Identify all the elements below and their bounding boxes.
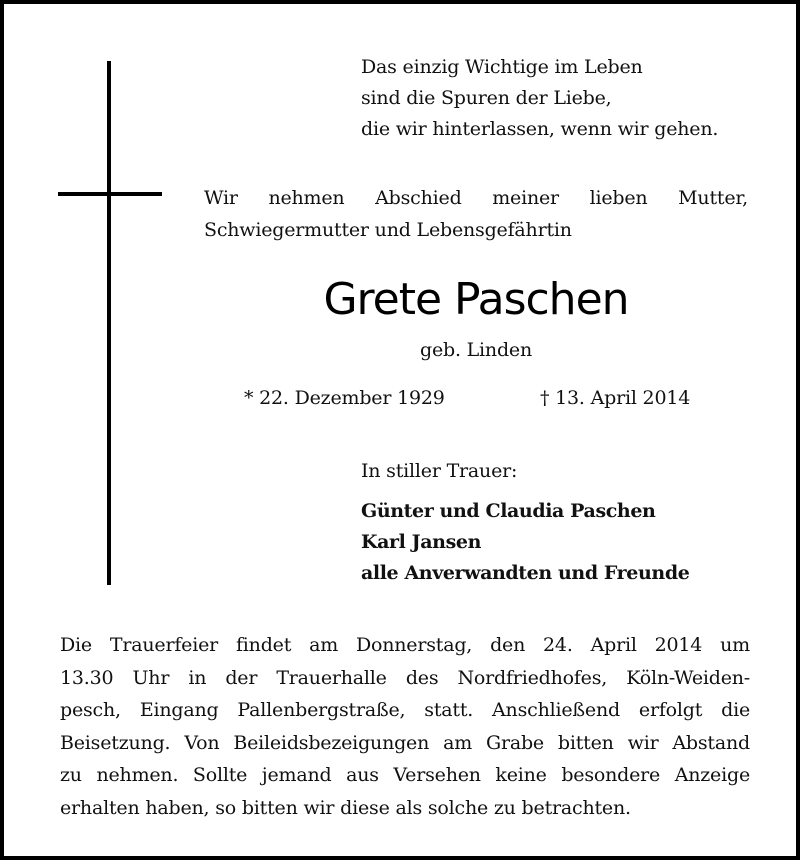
memorial-quote bbox=[361, 52, 781, 145]
mourner-name: alle Anverwandten und Freunde bbox=[361, 562, 690, 584]
mourner-name: Karl Jansen bbox=[361, 531, 481, 553]
birth-date: * 22. Dezember 1929 bbox=[244, 387, 445, 409]
ceremony-line: zu nehmen. Sollte jemand aus Versehen keine besondere Anzeige bbox=[60, 764, 750, 786]
quote-line: die wir hinterlassen, wenn wir gehen. bbox=[361, 118, 719, 140]
farewell-intro: Wir nehmen Abschied meiner lieben Mutter, Schwiegermutter und Lebensgefährtin bbox=[204, 187, 748, 241]
mourner-name: Günter und Claudia Paschen bbox=[361, 500, 656, 522]
ceremony-line: erhalten haben, so bitten wir diese als solche zu betrachten. bbox=[60, 796, 631, 819]
ceremony-line: Beisetzung. Von Beileidsbezeigungen am Grabe bitten wir Abstand bbox=[60, 731, 750, 754]
ceremony-line: 13.30 Uhr in der Trauerhalle des Nordfriedhofes, Köln-Weiden- bbox=[60, 666, 750, 689]
ceremony-line: Die Trauerfeier findet am Donnerstag, den 24. April 2014 um bbox=[60, 634, 750, 656]
mourners-list bbox=[361, 496, 689, 589]
quote-line: Das einzig Wichtige im Leben bbox=[361, 56, 643, 78]
cross-vertical-bar bbox=[107, 61, 111, 585]
birth-name: geb. Linden bbox=[419, 339, 533, 361]
mourning-heading: In stiller Trauer: bbox=[361, 460, 518, 482]
funeral-ceremony-info bbox=[60, 629, 750, 824]
deceased-name: Grete Paschen bbox=[323, 274, 629, 325]
cross-horizontal-bar bbox=[58, 192, 162, 196]
death-date: † 13. April 2014 bbox=[540, 387, 691, 409]
ceremony-line: pesch, Eingang Pallenbergstraße, statt. Anschließend erfolgt die bbox=[60, 699, 750, 721]
quote-line: sind die Spuren der Liebe, bbox=[361, 87, 612, 109]
